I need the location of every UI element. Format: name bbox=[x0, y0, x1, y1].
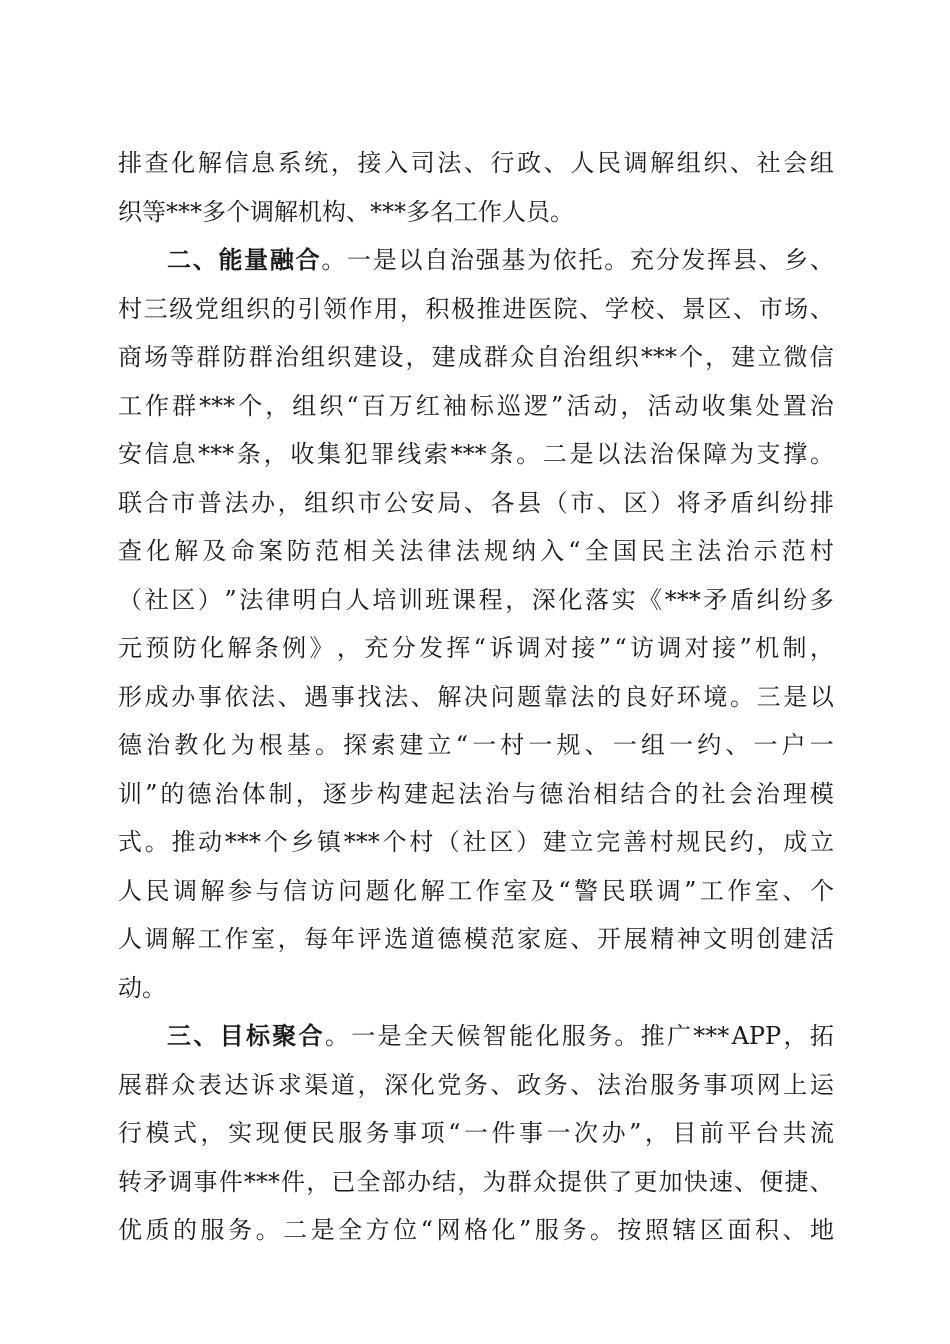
text-line: 安 信 息 *** 条 ， 收 集 犯 罪 线 索 *** 条 。 二 是 以 法 治 保 障 为 支 撑 。 bbox=[118, 440, 834, 468]
document-body bbox=[118, 139, 834, 1255]
paragraph-2 bbox=[118, 236, 834, 1012]
text-line: 人 调 解 工 作 室 ， 每 年 评 选 道 德 模 范 家 庭 、 开 展 精 神 文 明 创 建 活 bbox=[118, 925, 834, 953]
paragraph-1 bbox=[118, 139, 834, 236]
text-line: 行 模 式 ， 实 现 便 民 服 务 事 项 “ 一 件 事 一 次 办 ” ， 目 前 平 台 共 流 bbox=[118, 1119, 834, 1147]
text-line: 元 预 防 化 解 条 例 》 ， 充 分 发 挥 “ 诉 调 对 接 ” “ 访 调 对 接 ” 机 制 ， bbox=[118, 634, 834, 662]
text-line: 德 治 教 化 为 根 基 。 探 索 建 立 “ 一 村 一 规 、 一 组 一 约 、 一 户 一 bbox=[118, 731, 834, 759]
text-line: 转 矛 调 事 件 *** 件 ， 已 全 部 办 结 ， 为 群 众 提 供 了 更 加 快 速 、 便 捷 、 bbox=[118, 1167, 834, 1196]
text-line: 商 场 等 群 防 群 治 组 织 建 设 ， 建 成 群 众 自 治 组 织 *** 个 ， 建 立 微 信 bbox=[118, 343, 834, 371]
text-line: 展 群 众 表 达 诉 求 渠 道 ， 深 化 党 务 、 政 务 、 法 治 服 务 事 项 网 上 运 bbox=[118, 1070, 834, 1099]
text-line: 工 作 群 *** 个 ， 组 织 “ 百 万 红 袖 标 巡 逻 ” 活 动 ， 活 动 收 集 处 置 治 bbox=[118, 391, 834, 420]
text-line: 排 查 化 解 信 息 系 统 ， 接 入 司 法 、 行 政 、 人 民 调 解 组 织 、 社 会 组 bbox=[118, 149, 834, 177]
text-line: 式 。 推 动 *** 个 乡 镇 *** 个 村 （ 社 区 ） 建 立 完 善 村 规 民 约 ， 成 立 bbox=[118, 828, 834, 856]
text-line: 动 。 bbox=[118, 973, 166, 1002]
paragraph-3 bbox=[118, 1012, 834, 1255]
text-line: 联 合 市 普 法 办 ， 组 织 市 公 安 局 、 各 县 （ 市 、 区 ） 将 矛 盾 纠 纷 排 bbox=[118, 488, 834, 517]
text-line: 人 民 调 解 参 与 信 访 问 题 化 解 工 作 室 及 “ 警 民 联 调 ” 工 作 室 、 个 bbox=[118, 876, 834, 905]
text-line: 优 质 的 服 务 。 二 是 全 方 位 “ 网 格 化 ” 服 务 。 按 照 辖 区 面 积 、 地 bbox=[118, 1216, 834, 1244]
text-line: 三 、 目 标 聚 合 。 一 是 全 天 候 智 能 化 服 务 。 推 广 *** APP ， 拓 bbox=[167, 1021, 834, 1050]
text-line: 训 ” 的 德 治 体 制 ， 逐 步 构 建 起 法 治 与 德 治 相 结 合 的 社 会 治 理 模 bbox=[118, 779, 834, 808]
text-line: 二 、 能 量 融 合 。 一 是 以 自 治 强 基 为 依 托 。 充 分 发 挥 县 、 乡 、 bbox=[167, 245, 834, 274]
text-line: 形 成 办 事 依 法 、 遇 事 找 法 、 解 决 问 题 靠 法 的 良 好 环 境 。 三 是 以 bbox=[118, 682, 834, 711]
text-line: 织 等 *** 多 个 调 解 机 构 、 *** 多 名 工 作 人 员 。 bbox=[118, 197, 574, 226]
text-line: 村 三 级 党 组 织 的 引 领 作 用 ， 积 极 推 进 医 院 、 学 校 、 景 区 、 市 场 、 bbox=[118, 294, 834, 323]
text-line: （ 社 区 ） ” 法 律 明 白 人 培 训 班 课 程 ， 深 化 落 实 《 *** 矛 盾 纠 纷 多 bbox=[118, 585, 834, 614]
text-line: 查 化 解 及 命 案 防 范 相 关 法 律 法 规 纳 入 “ 全 国 民 主 法 治 示 范 村 bbox=[118, 537, 834, 565]
